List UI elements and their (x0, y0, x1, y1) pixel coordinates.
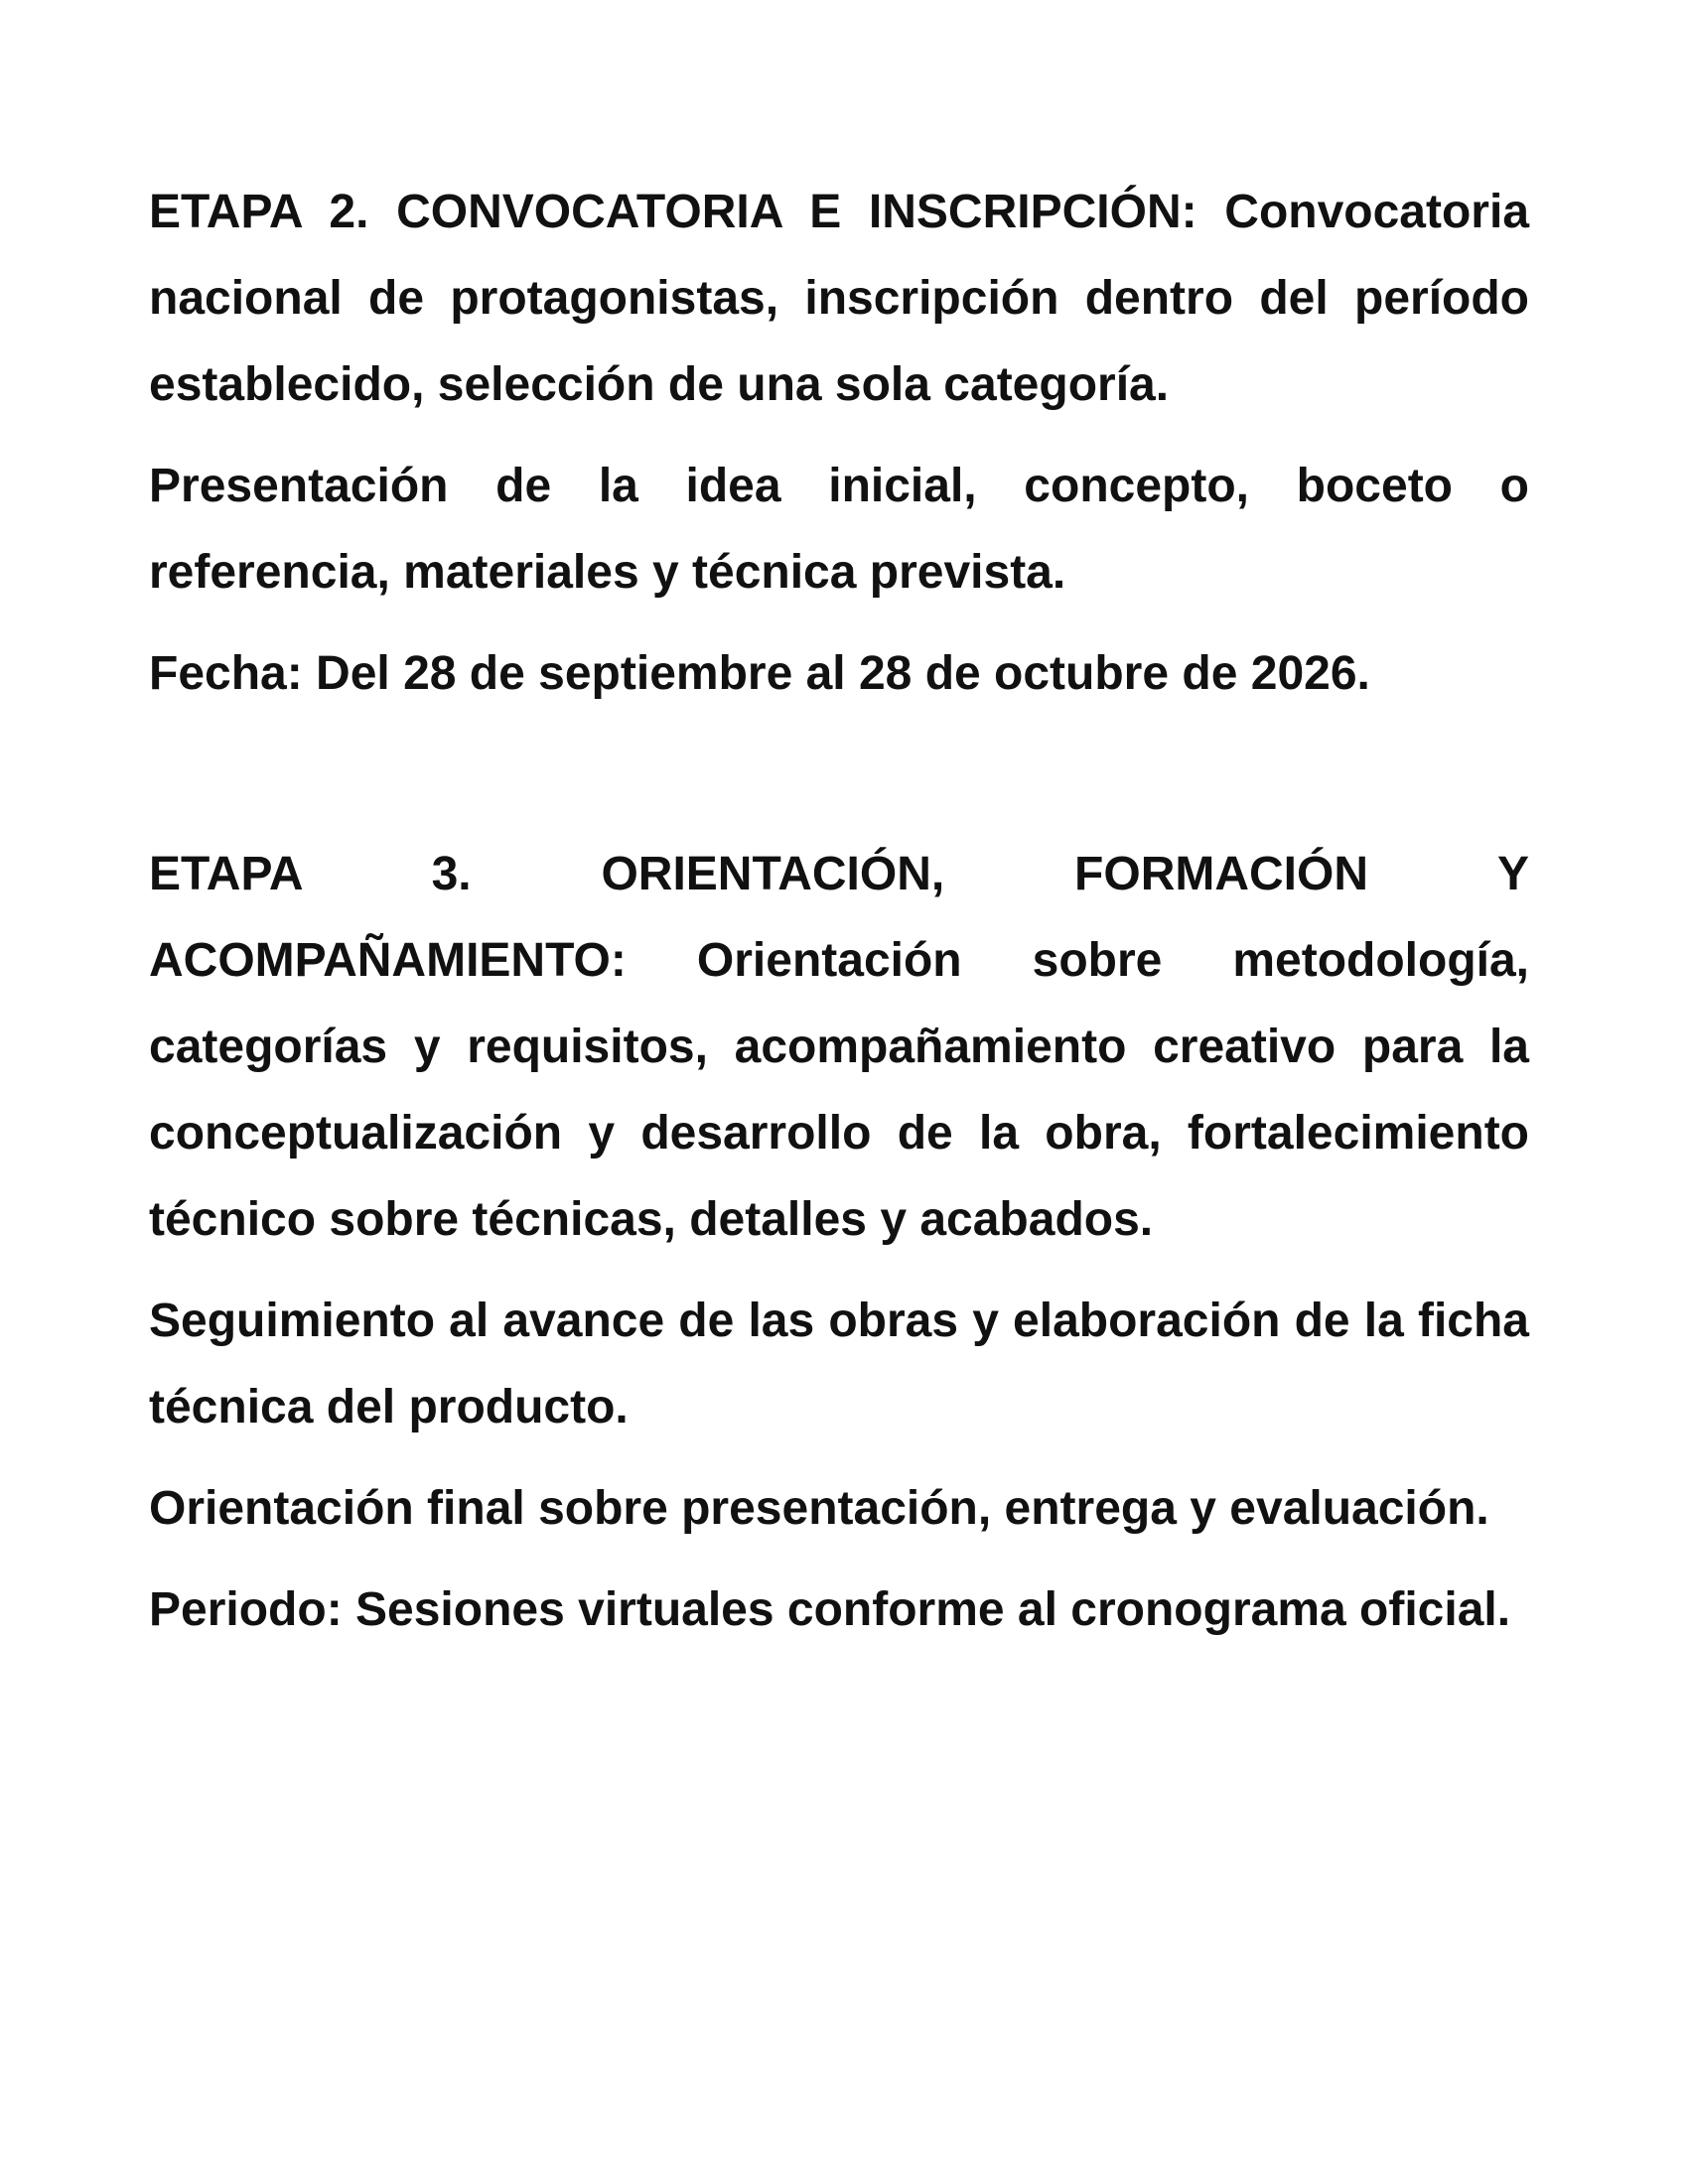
etapa2-paragraph (149, 169, 1529, 428)
etapa3-paragraph (149, 831, 1529, 1263)
etapa2-fecha: Fecha: Del 28 de septiembre al 28 de octubre de 2026. (149, 647, 1370, 700)
etapa3-body: Orientación sobre metodología, categorías y requisitos, acompañamiento creativo para la conceptualización y desarrollo de la obra, fortalecimiento técnico sobre técnicas, detalles y acabados. (149, 934, 1529, 1246)
etapa2-presentacion: Presentación de la idea inicial, concepto, boceto o referencia, materiales y técnica prevista. (149, 460, 1529, 599)
etapa3-periodo: Periodo: Sesiones virtuales conforme al cronograma oficial. (149, 1583, 1511, 1636)
etapa3-heading: ETAPA 3. ORIENTACIÓN, FORMACIÓN Y ACOMPAÑAMIENTO: (149, 848, 1529, 987)
document-page (149, 169, 1529, 1668)
etapa2-body: Convocatoria nacional de protagonistas, inscripción dentro del período establecido, selección de una sola categoría. (149, 186, 1530, 411)
section-spacer (149, 732, 1529, 831)
etapa3-seguimiento: Seguimiento al avance de las obras y elaboración de la ficha técnica del producto. (149, 1295, 1529, 1433)
etapa3-orientacion-final: Orientación final sobre presentación, entrega y evaluación. (149, 1482, 1489, 1535)
etapa2-heading: ETAPA 2. CONVOCATORIA E INSCRIPCIÓN: (149, 186, 1197, 238)
